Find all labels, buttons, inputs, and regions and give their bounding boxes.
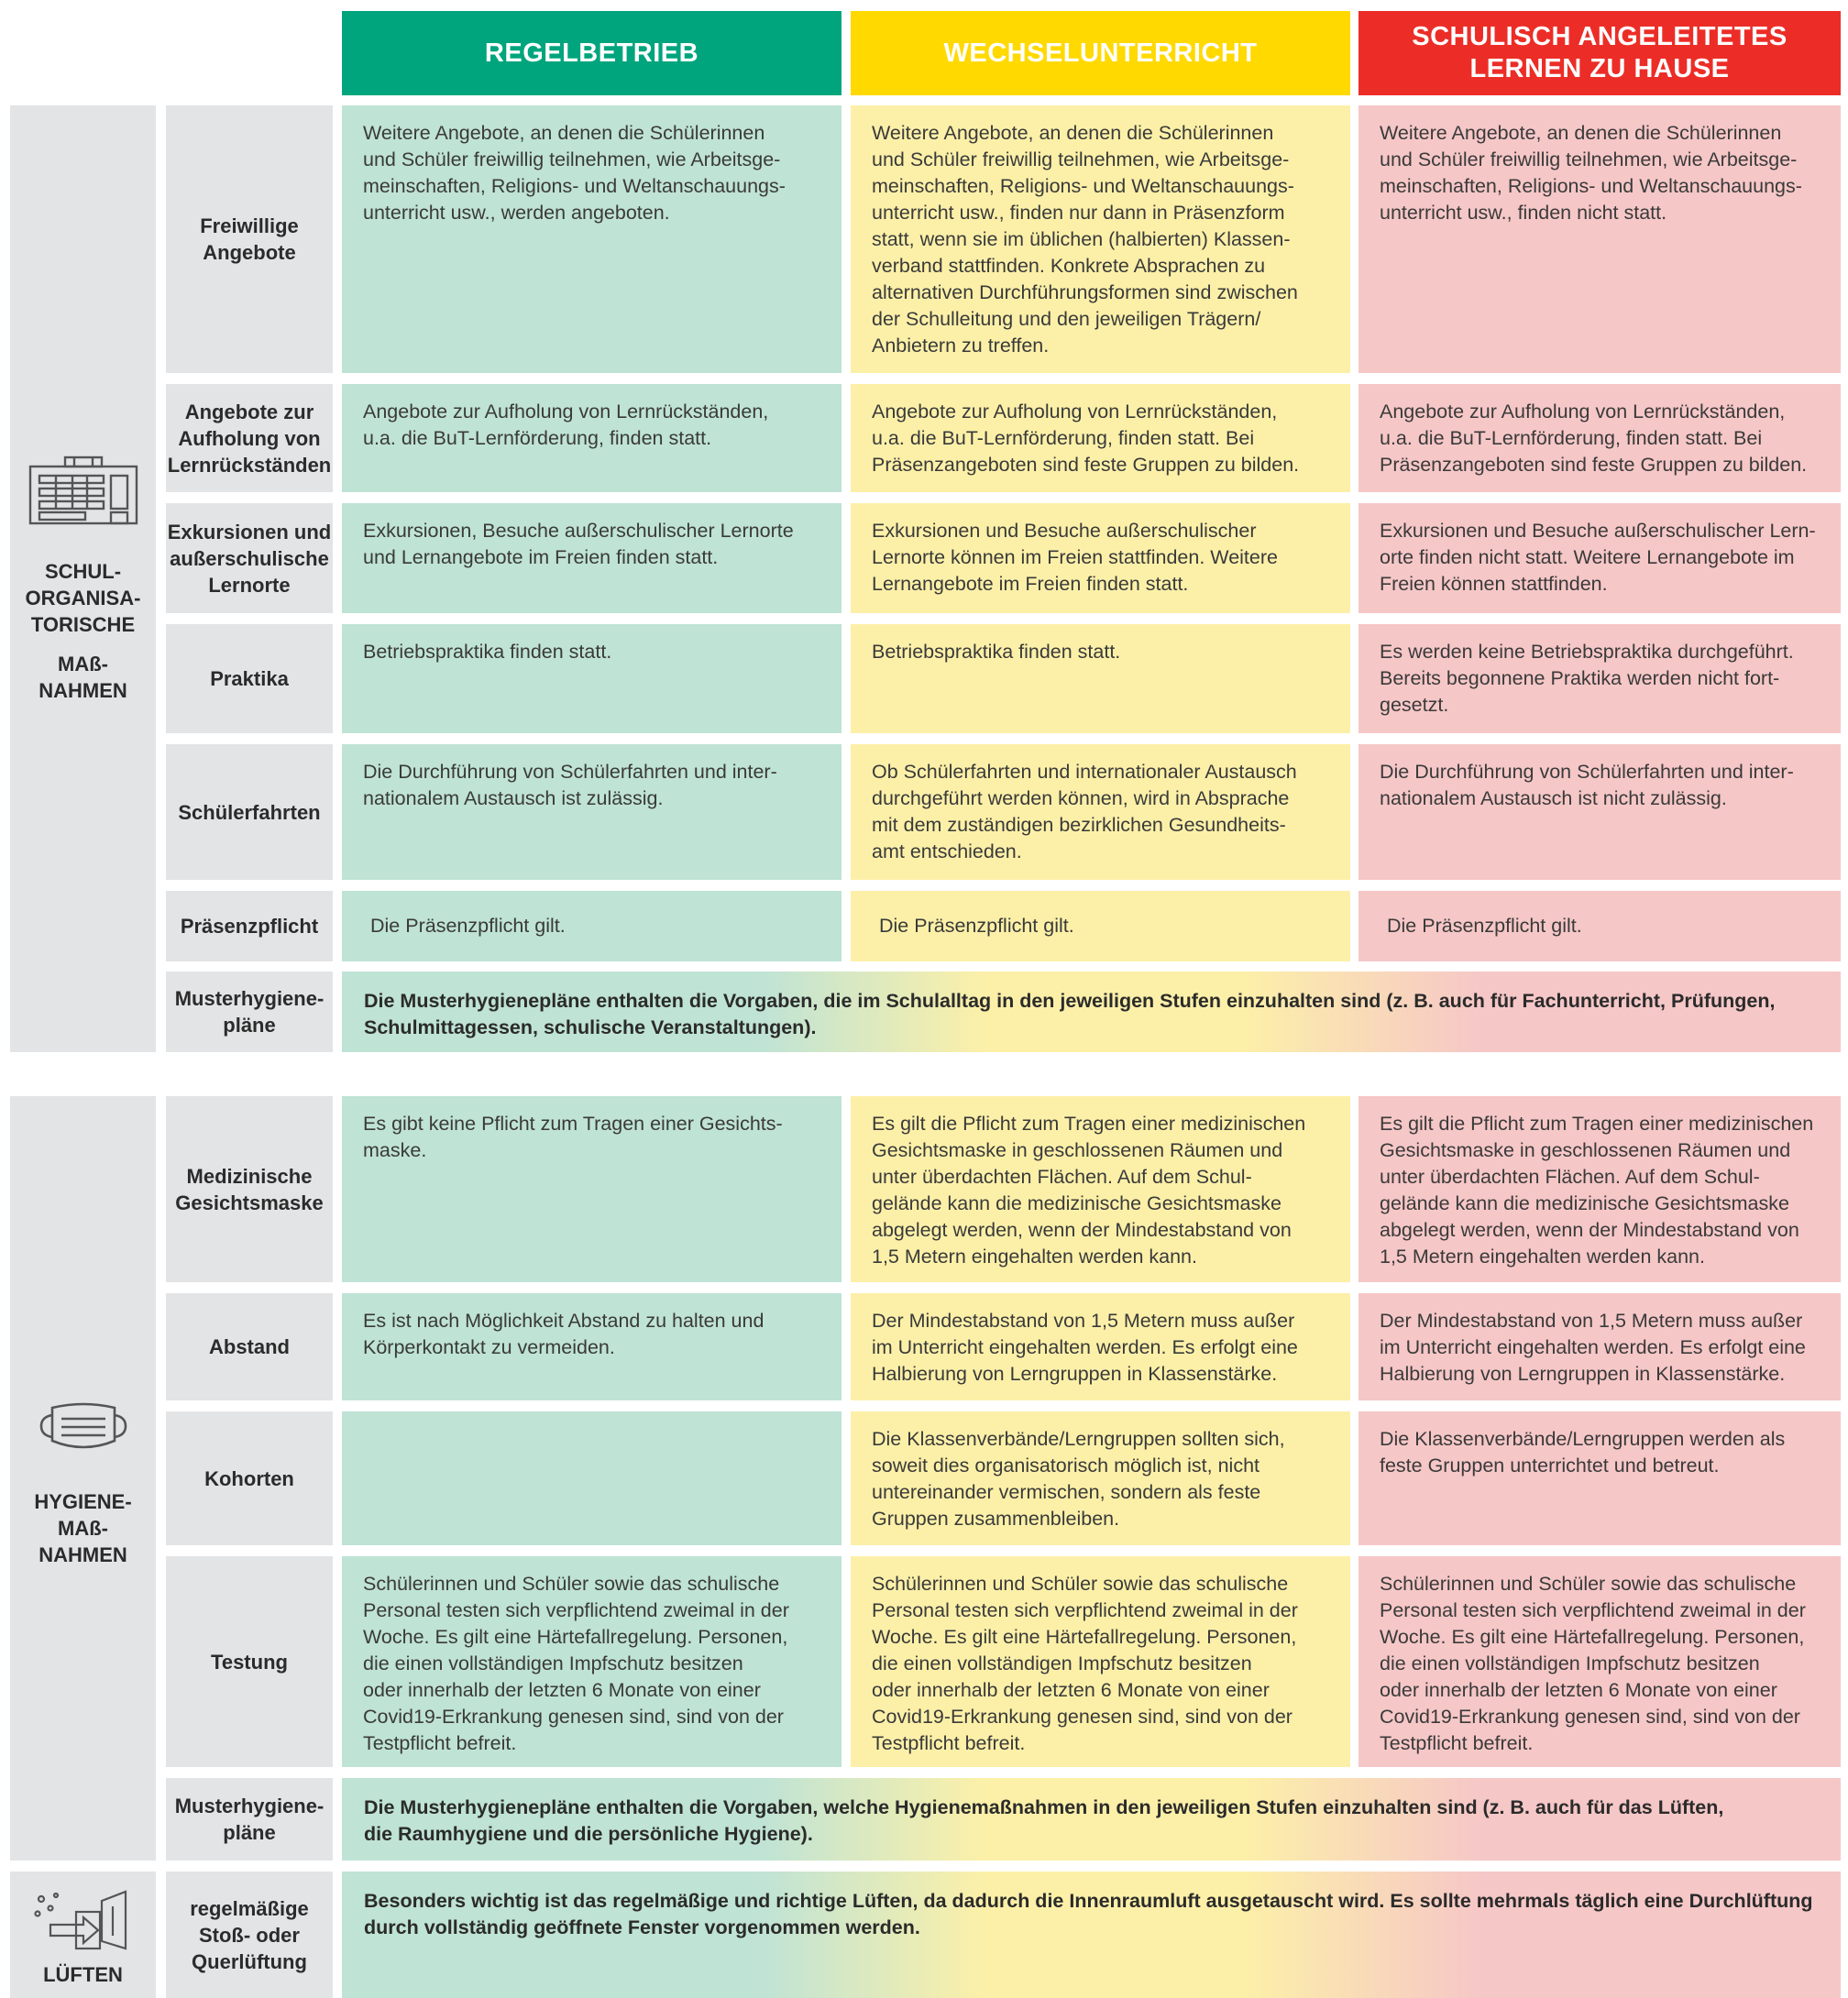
- cell-exkursionen-regelbetrieb: Exkursionen, Besuche außerschulischer Lernorte und Lernangebote im Freien finden statt.: [342, 503, 842, 613]
- section-hygienemassnahmen: [10, 1096, 156, 1861]
- cell-freiwillige-zuhause: Weitere Angebote, an denen die Schülerinnen und Schüler freiwillig teilnehmen, wie Arbeitsge- meinschaften, Religions- und Weltanschauungs- unterricht usw., finden nicht statt.: [1358, 105, 1841, 373]
- cell-exkursionen-zuhause: Exkursionen und Besuche außerschulischer Lern- orte finden nicht statt. Weitere Lernangebote im Freien können stattfinden.: [1358, 503, 1841, 613]
- cell-praktika-regelbetrieb: Betriebspraktika finden statt.: [342, 624, 842, 733]
- cell-lueftung: Besonders wichtig ist das regelmäßige und richtige Lüften, da dadurch die Innenraumluft ausgetauscht wird. Es sollte mehrmals täglich eine Durchlüftung durch vollständig geöffnete Fenster vorgenommen werden.: [342, 1872, 1841, 1998]
- cell-gesichtsmaske-regelbetrieb: Es gibt keine Pflicht zum Tragen einer Gesichts- maske.: [342, 1096, 842, 1282]
- cell-praesenzpflicht-wechselunterricht: Die Präsenzpflicht gilt.: [851, 891, 1350, 961]
- section-lueften: [10, 1872, 156, 1998]
- row-label-lueftung: regelmäßige Stoß- oder Querlüftung: [166, 1872, 333, 1998]
- header-regelbetrieb: REGELBETRIEB: [342, 11, 842, 95]
- cell-praesenzpflicht-regelbetrieb: Die Präsenzpflicht gilt.: [342, 891, 842, 961]
- row-label-musterhygieneplaene-1: Musterhygiene- pläne: [166, 972, 333, 1052]
- header-lernen-zu-hause: SCHULISCH ANGELEITETES LERNEN ZU HAUSE: [1358, 11, 1841, 95]
- cell-testung-regelbetrieb: Schülerinnen und Schüler sowie das schulische Personal testen sich verpflichtend zweimal in der Woche. Es gilt eine Härtefallregelung. Personen, die einen vollständigen Impfschutz besitzen oder innerhalb der letzten 6 Monate von einer Covid19-Erkrankung genesen sind, sind von der Testpflicht befreit.: [342, 1556, 842, 1767]
- row-label-exkursionen: Exkursionen und außerschulische Lernorte: [166, 503, 333, 613]
- cell-abstand-zuhause: Der Mindestabstand von 1,5 Metern muss außer im Unterricht eingehalten werden. Es erfolgt eine Halbierung von Lerngruppen in Klassenstärke.: [1358, 1293, 1841, 1400]
- cell-kohorten-regelbetrieb: [342, 1411, 842, 1545]
- cell-testung-zuhause: Schülerinnen und Schüler sowie das schulische Personal testen sich verpflichtend zweimal in der Woche. Es gilt eine Härtefallregelung. Personen, die einen vollständigen Impfschutz besitzen oder innerhalb der letzten 6 Monate von einer Covid19-Erkrankung genesen sind, sind von der Testpflicht befreit.: [1358, 1556, 1841, 1767]
- cell-freiwillige-regelbetrieb: Weitere Angebote, an denen die Schülerinnen und Schüler freiwillig teilnehmen, wie Arbeitsge- meinschaften, Religions- und Weltanschauungs- unterricht usw., werden angeboten.: [342, 105, 842, 373]
- cell-gesichtsmaske-wechselunterricht: Es gilt die Pflicht zum Tragen einer medizinischen Gesichtsmaske in geschlossenen Räumen und unter überdachten Flächen. Auf dem Schul- gelände kann die medizinische Gesichtsmaske abgelegt werden, wenn der Mindestabstand von 1,5 Metern eingehalten werden kann.: [851, 1096, 1350, 1282]
- row-label-aufholung: Angebote zur Aufholung von Lernrückständen: [166, 384, 333, 492]
- row-label-testung: Testung: [166, 1556, 333, 1767]
- section-schulorganisatorische-massnahmen: [10, 105, 156, 1052]
- cell-praktika-wechselunterricht: Betriebspraktika finden statt.: [851, 624, 1350, 733]
- row-label-freiwillige-angebote: Freiwillige Angebote: [166, 105, 333, 373]
- section-label-massnahmen: MAß- NAHMEN: [38, 653, 127, 702]
- row-label-abstand: Abstand: [166, 1293, 333, 1400]
- cell-abstand-regelbetrieb: Es ist nach Möglichkeit Abstand zu halten und Körperkontakt zu vermeiden.: [342, 1293, 842, 1400]
- school-building-icon: [27, 454, 140, 527]
- cell-schuelerfahrten-regelbetrieb: Die Durchführung von Schülerfahrten und inter- nationalem Austausch ist zulässig.: [342, 744, 842, 880]
- cell-freiwillige-wechselunterricht: Weitere Angebote, an denen die Schülerinnen und Schüler freiwillig teilnehmen, wie Arbeitsge- meinschaften, Religions- und Weltanschauungs- unterricht usw., finden nur dann in Präsenzform statt, wenn sie im üblichen (halbierten) Klassen- verband stattfinden. Konkrete Absprachen zu alternativen Durchführungsformen sind zwischen der Schulleitung und den jeweiligen Trägern/ Anbietern zu treffen.: [851, 105, 1350, 373]
- header-wechselunterricht: WECHSELUNTERRICHT: [851, 11, 1350, 95]
- cell-gesichtsmaske-zuhause: Es gilt die Pflicht zum Tragen einer medizinischen Gesichtsmaske in geschlossenen Räumen und unter überdachten Flächen. Auf dem Schul- gelände kann die medizinische Gesichtsmaske abgelegt werden, wenn der Mindestabstand von 1,5 Metern eingehalten werden kann.: [1358, 1096, 1841, 1282]
- face-mask-icon: [38, 1399, 129, 1455]
- cell-musterhygieneplaene-2: Die Musterhygienepläne enthalten die Vorgaben, welche Hygienemaßnahmen in den jeweiligen Stufen einzuhalten sind (z. B. auch für das Lüften, die Raumhygiene und die persönliche Hygiene).: [342, 1778, 1841, 1861]
- cell-aufholung-regelbetrieb: Angebote zur Aufholung von Lernrückständen, u.a. die BuT-Lernförderung, finden statt.: [342, 384, 842, 492]
- row-label-praktika: Praktika: [166, 624, 333, 733]
- window-airflow-icon: [28, 1888, 138, 1952]
- cell-praktika-zuhause: Es werden keine Betriebspraktika durchgeführt. Bereits begonnene Praktika werden nicht fort- gesetzt.: [1358, 624, 1841, 733]
- cell-abstand-wechselunterricht: Der Mindestabstand von 1,5 Metern muss außer im Unterricht eingehalten werden. Es erfolgt eine Halbierung von Lerngruppen in Klassenstärke.: [851, 1293, 1350, 1400]
- cell-aufholung-wechselunterricht: Angebote zur Aufholung von Lernrückständen, u.a. die BuT-Lernförderung, finden statt. Bei Präsenzangeboten sind feste Gruppen zu bilden.: [851, 384, 1350, 492]
- cell-schuelerfahrten-wechselunterricht: Ob Schülerfahrten und internationaler Austausch durchgeführt werden können, wird in Absprache mit dem zuständigen bezirklichen Gesundheits- amt entschieden.: [851, 744, 1350, 880]
- cell-musterhygieneplaene-1: Die Musterhygienepläne enthalten die Vorgaben, die im Schulalltag in den jeweiligen Stufen einzuhalten sind (z. B. auch für Fachunterricht, Prüfungen, Schulmittagessen, schulische Veranstaltungen).: [342, 972, 1841, 1052]
- cell-testung-wechselunterricht: Schülerinnen und Schüler sowie das schulische Personal testen sich verpflichtend zweimal in der Woche. Es gilt eine Härtefallregelung. Personen, die einen vollständigen Impfschutz besitzen oder innerhalb der letzten 6 Monate von einer Covid19-Erkrankung genesen sind, sind von der Testpflicht befreit.: [851, 1556, 1350, 1767]
- row-label-praesenzpflicht: Präsenzpflicht: [166, 891, 333, 961]
- row-label-musterhygieneplaene-2: Musterhygiene- pläne: [166, 1778, 333, 1861]
- row-label-schuelerfahrten: Schülerfahrten: [166, 744, 333, 880]
- cell-kohorten-zuhause: Die Klassenverbände/Lerngruppen werden als feste Gruppen unterrichtet und betreut.: [1358, 1411, 1841, 1545]
- cell-schuelerfahrten-zuhause: Die Durchführung von Schülerfahrten und inter- nationalem Austausch ist nicht zulässig.: [1358, 744, 1841, 880]
- section-label-schulorganisatorische: SCHUL- ORGANISA- TORISCHE: [25, 560, 141, 636]
- section-label-hygiene: HYGIENE- MAß- NAHMEN: [34, 1490, 132, 1566]
- row-label-kohorten: Kohorten: [166, 1411, 333, 1545]
- cell-praesenzpflicht-zuhause: Die Präsenzpflicht gilt.: [1358, 891, 1841, 961]
- cell-aufholung-zuhause: Angebote zur Aufholung von Lernrückständen, u.a. die BuT-Lernförderung, finden statt. Bei Präsenzangeboten sind feste Gruppen zu bilden.: [1358, 384, 1841, 492]
- row-label-gesichtsmaske: Medizinische Gesichtsmaske: [166, 1096, 333, 1282]
- cell-exkursionen-wechselunterricht: Exkursionen und Besuche außerschulischer Lernorte können im Freien stattfinden. Weitere Lernangebote im Freien finden statt.: [851, 503, 1350, 613]
- cell-kohorten-wechselunterricht: Die Klassenverbände/Lerngruppen sollten sich, soweit dies organisatorisch möglich ist, nicht untereinander vermischen, sondern als feste Gruppen zusammenbleiben.: [851, 1411, 1350, 1545]
- section-label-lueften: LÜFTEN: [43, 1963, 123, 1986]
